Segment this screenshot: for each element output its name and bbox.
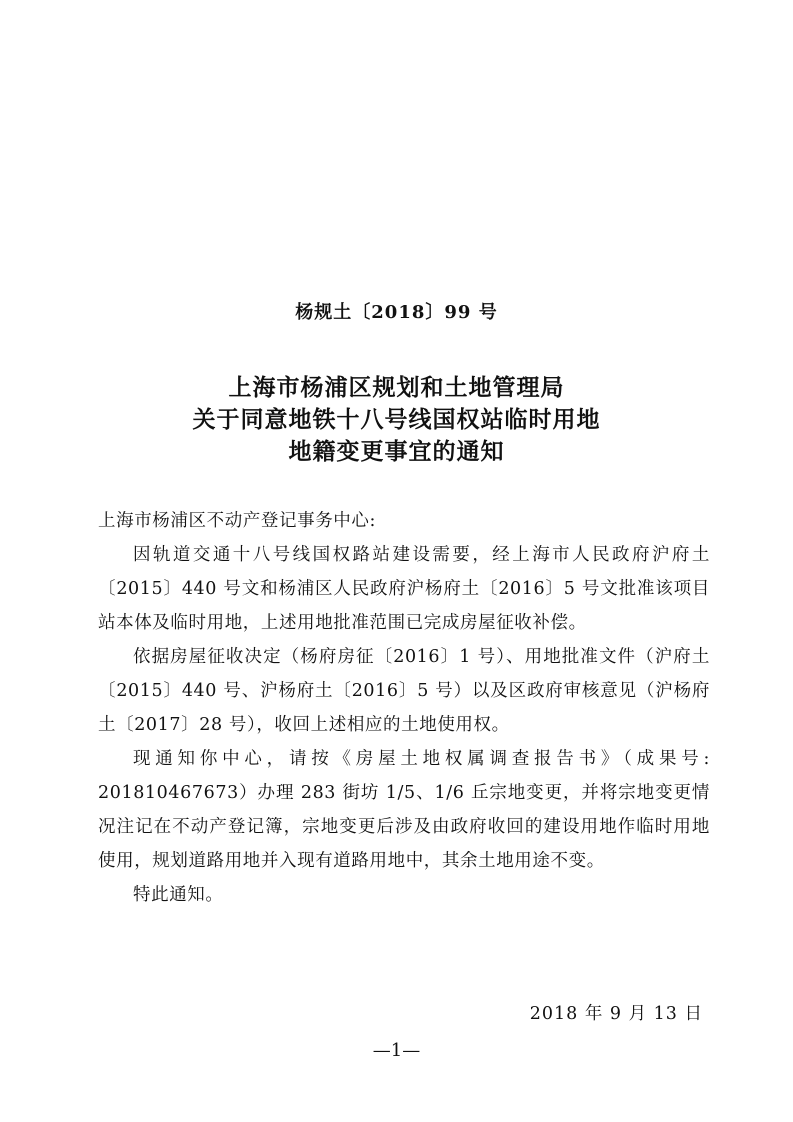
title-line-2: 关于同意地铁十八号线国权站临时用地	[192, 406, 601, 433]
document-number: 杨规土〔2018〕99 号	[295, 302, 498, 323]
page-number: —1—	[372, 1040, 421, 1061]
paragraph-2: 依据房屋征收决定（杨府房征〔2016〕1 号）、用地批准文件（沪府土〔2015〕440 号、沪杨府土〔2016〕5 号）以及区政府审核意见（沪杨府土〔2017〕28 号），收回上述相应的土地使用权。	[98, 647, 710, 735]
title-line-3: 地籍变更事宜的通知	[288, 438, 505, 465]
paragraph-3: 现通知你中心，请按《房屋土地权属调查报告书》（成果号: 201810467673）办理 283 街坊 1/5、1/6 丘宗地变更，并将宗地变更情况注记在不动产登记簿，宗地变更后涉及由政府收回的建设用地作临时用地使用，规划道路用地并入现有道路用地中，其余土地用途不变。	[98, 749, 710, 871]
document-body	[98, 504, 710, 912]
paragraph-1: 因轨道交通十八号线国权路站建设需要，经上海市人民政府沪府土〔2015〕440 号文和杨浦区人民政府沪杨府土〔2016〕5 号文批准该项目站本体及临时用地，上述用地批准范围已完成房屋征收补偿。	[98, 545, 710, 633]
paragraph-4: 特此通知。	[133, 885, 224, 905]
title-line-1: 上海市杨浦区规划和土地管理局	[228, 374, 565, 401]
issue-date: 2018 年 9 月 13 日	[529, 1004, 703, 1024]
salutation: 上海市杨浦区不动产登记事务中心:	[98, 511, 376, 531]
document-title	[0, 372, 793, 468]
